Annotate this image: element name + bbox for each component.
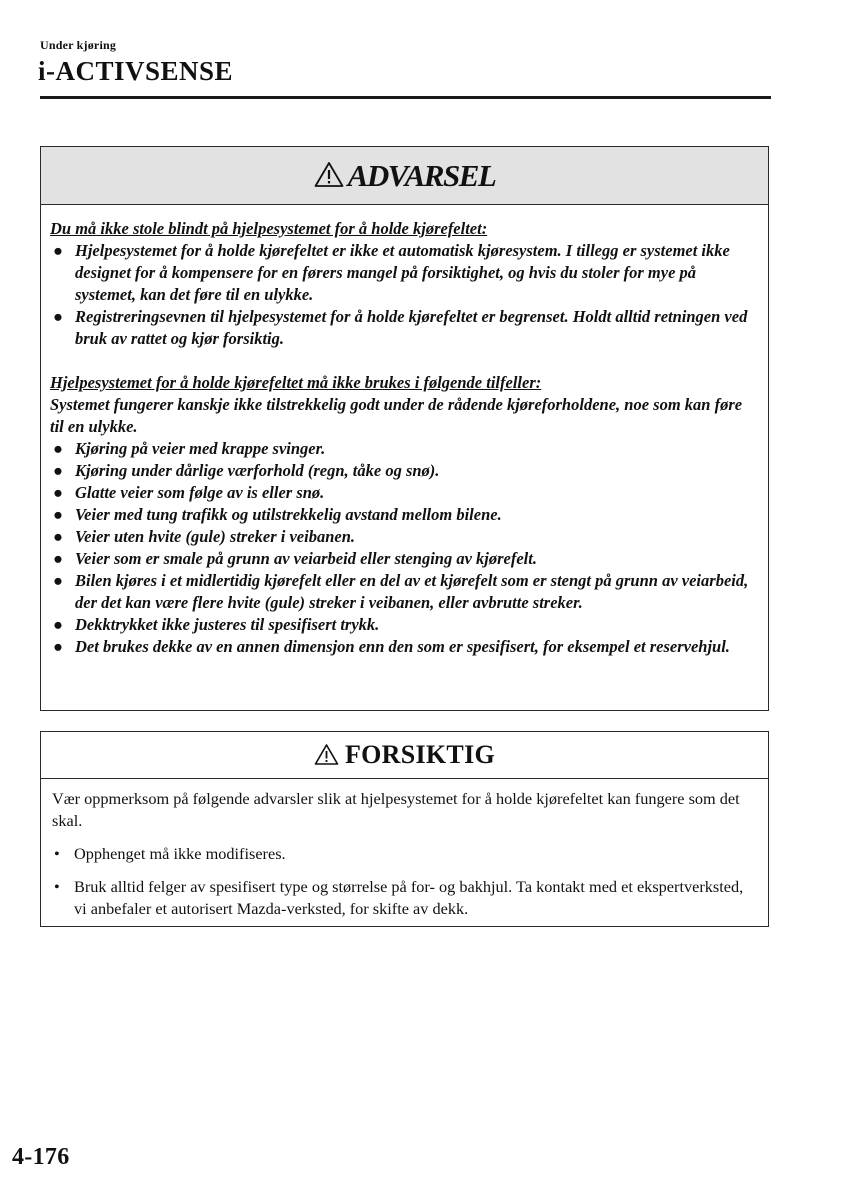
section-label: Under kjøring	[40, 38, 117, 52]
bullet-icon: ●	[53, 615, 63, 634]
list-item: ● Kjøring under dårlige værforhold (regn, tåke og snø).	[53, 461, 440, 480]
warning-body	[41, 205, 768, 658]
bullet-icon: •	[54, 844, 60, 863]
list-item: ● Veier med tung trafikk og utilstrekkelig avstand mellom bilene.	[53, 505, 502, 524]
list-item: ● Veier uten hvite (gule) streker i veibanen.	[53, 527, 356, 546]
warning-title: ADVARSEL	[347, 157, 496, 193]
list-item: ● Dekktrykket ikke justeres til spesifisert trykk.	[53, 615, 380, 634]
bullet-icon: ●	[53, 637, 63, 656]
page-number: 4-176	[12, 1144, 70, 1170]
caution-header	[41, 732, 768, 779]
caution-box	[40, 731, 769, 927]
warning-heading-2: Hjelpesystemet for å holde kjørefeltet må ikke brukes i følgende tilfeller:	[50, 373, 542, 392]
list-item: ● Registreringsevnen til hjelpesystemet for å holde kjørefeltet er begrenset. Holdt alltid retningen ved bruk av rattet og kjør forsiktig.	[53, 307, 748, 348]
list-item: ● Kjøring på veier med krappe svinger.	[53, 439, 326, 458]
list-item: ● Hjelpesystemet for å holde kjørefeltet er ikke et automatisk kjøresystem. I tillegg er systemet ikke designet for å kompensere for en førers mangel på forsiktighet, og hvis du stoler for mye på systemet, kan det føre til en ulykke.	[53, 241, 730, 304]
warning-triangle-icon	[314, 161, 344, 188]
chapter-title: i-ACTIVSENSE	[38, 56, 234, 86]
list-item: ● Veier som er smale på grunn av veiarbeid eller stenging av kjørefelt.	[53, 549, 537, 568]
caution-body	[41, 779, 768, 920]
warning-box	[40, 146, 769, 711]
bullet-icon: ●	[53, 461, 63, 480]
list-item: • Bruk alltid felger av spesifisert type og størrelse på for- og bakhjul. Ta kontakt med et ekspertverksted, vi anbefaler et autorisert Mazda-verksted, for skifte av dekk.	[54, 877, 744, 918]
bullet-icon: ●	[53, 571, 63, 590]
warning-heading-1: Du må ikke stole blindt på hjelpesystemet for å holde kjørefeltet:	[50, 219, 488, 238]
list-item: ● Glatte veier som følge av is eller snø.	[53, 483, 325, 502]
list-item: • Opphenget må ikke modifiseres.	[54, 844, 286, 863]
bullet-icon: ●	[53, 241, 63, 260]
caution-intro: Vær oppmerksom på følgende advarsler slik at hjelpesystemet for å holde kjørefeltet kan fungere som det skal.	[52, 789, 740, 830]
title-rule	[40, 96, 771, 99]
bullet-icon: ●	[53, 505, 63, 524]
list-item: ● Bilen kjøres i et midlertidig kjørefelt eller en del av et kjørefelt som er stengt på grunn av veiarbeid, der det kan være flere hvite (gule) streker i veibanen, eller avbrutte streker.	[53, 571, 749, 612]
list-item: ● Det brukes dekke av en annen dimensjon enn den som er spesifisert, for eksempel et reservehjul.	[53, 637, 730, 656]
bullet-icon: •	[54, 877, 60, 896]
bullet-icon: ●	[53, 307, 63, 326]
bullet-icon: ●	[53, 549, 63, 568]
warning-header	[41, 147, 768, 205]
bullet-icon: ●	[53, 439, 63, 458]
caution-title: FORSIKTIG	[344, 740, 496, 769]
bullet-icon: ●	[53, 483, 63, 502]
caution-triangle-icon	[314, 743, 339, 766]
warning-intro: Systemet fungerer kanskje ikke tilstrekkelig godt under de rådende kjøreforholdene, noe som kan føre til en ulykke.	[50, 395, 743, 436]
bullet-icon: ●	[53, 527, 63, 546]
